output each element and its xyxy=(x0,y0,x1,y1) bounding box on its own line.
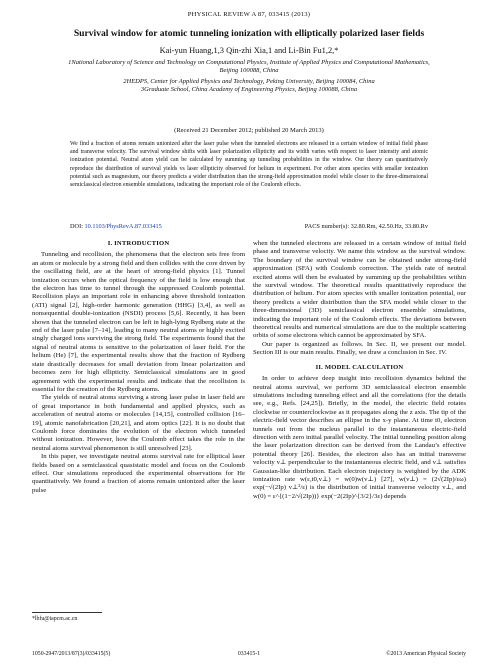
abstract: We find a fraction of atoms remain unionized after the laser pulse when the tunneled electrons are released in a certain window of initial field phase and transverse velocity. The survival window shifts with laser polarization ellipticity and its width varies with respect to laser intensity and atomic ionization potential. Neutral atom yield can be calculated by summing up tunneling probabilities in the window. Our theory can quantitatively reproduce the distribution of survival yields vs laser ellipticity observed for helium in experiment. For other atom species with smaller ionization potential such as magnesium, our theory predicts a wider distribution than the strong-field approximation model while closer to the three-dimensional semiclassical electron ensemble simulations, indicating the important role of the Coulomb effects. xyxy=(70,141,428,189)
doi-line xyxy=(70,223,162,230)
footer-page-number: 033415-1 xyxy=(237,651,261,657)
right-column xyxy=(253,240,466,501)
footer-copyright: ©2013 American Physical Society xyxy=(386,651,466,657)
footnote-divider xyxy=(32,612,102,613)
affiliation-2: 2HEDPS, Center for Applied Physics and Technology, Peking University, Beijing 100084, China xyxy=(123,78,375,85)
intro-paragraph-continued: when the tunneled electrons are released in a certain window of initial field phase and transverse velocity. We name this window as the survival window. The boundary of the survival window can be obtained under strong-field approximation (SFA) with Coulomb correction. The yields rate of neutral excited atoms will then be evaluated by summing up the probabilities within the survival window. The theoretical results quantitatively reproduce the distribution of helium. For atom species with smaller ionization potential, our theory predicts a wider distribution than the SFA model while closer to the three-dimensional (3D) semiclassical electron ensemble simulations, indicating the important role of the Coulomb effects. The deviations between theoretical results and numerical simulations are due to the multiple scattering orbits of some electrons which cannot be approximated by SFA. xyxy=(253,240,466,340)
corresponding-email[interactable]: *lbfu@iapcm.ac.cn xyxy=(32,616,78,622)
organization-paragraph: Our paper is organized as follows. In Sec. II, we present our model. Section III is our main results. Finally, we draw a conclusion in Sec. IV. xyxy=(253,340,466,357)
doi-link[interactable]: 10.1103/PhysRevA.87.033415 xyxy=(84,223,162,230)
footer-issn: 1050-2947/2013/87(3)/033415(5) xyxy=(32,651,111,657)
affiliation-1: 1National Laboratory of Science and Technology on Computational Physics, Institute of Applied Physics and Computational Mathematics, xyxy=(68,59,430,66)
intro-paragraph-3: In this paper, we investigate neutral atoms survival rate for elliptical laser fields based on a semiclassical quasistatic model and focus on the Coulomb effect. Our simulations reproduced the experimental observations for He quantitatively. We found a fraction of atoms remain unionized after the laser pulse xyxy=(32,453,245,494)
section-heading-model: II. MODEL CALCULATION xyxy=(315,363,404,371)
paper-title: Survival window for atomic tunneling ionization with elliptically polarized laser fields xyxy=(73,28,425,39)
model-paragraph-1: In order to achieve deep insight into recollision dynamics behind the neutral atoms survival, we perform 3D semiclassical electron ensemble simulations including tunneling effect and all the correlations (for the details see, e.g., Refs. [24,25]). Briefly, in the model, the electric field rotates clockwise or counterclockwise as it propagates along the z axis. The tip of the electric-field vector describes an ellipse in the x-y plane. At time t0, electron tunnels out from the nucleus parallel to the instantaneous electric-field direction with zero initial parallel velocity. The initial tunneling position along the laser polarization direction can be derived from the Landau’s effective potential theory [26]. Besides, the electron also has an initial transverse velocity v⊥ perpendicular to the instantaneous electric field, and v⊥ satisfies Gaussian-like distribution. Each electron trajectory is weighted by the ADK ionization rate w(ε,t0,v⊥) = w(0)w(v⊥) [27], w(v⊥) = (2√(2Ip)/εω) exp(−√(2Ip) v⊥²/ε) is the distribution of initial transverse velocity v⊥, and w(0) = ε^{(1−2/√(2Ip))} exp(−2(2Ip)^{3/2}/3ε) depends xyxy=(253,375,466,500)
running-head: PHYSICAL REVIEW A 87, 033415 (2013) xyxy=(187,11,311,18)
author-list: Kai-yun Huang,1,3 Qin-zhi Xia,1 and Li-Bin Fu1,2,* xyxy=(159,46,339,55)
affiliation-1-city: Beijing 100088, China xyxy=(219,67,279,74)
left-column xyxy=(32,240,245,495)
affiliation-3: 3Graduate School, China Academy of Engineering Physics, Beijing 100088, China xyxy=(140,86,358,93)
pacs-numbers: PACS number(s): 32.80.Rm, 42.50.Hz, 33.80.Rv xyxy=(304,223,428,230)
intro-paragraph-1: Tunneling and recollision, the phenomena that the electron sets free from an atom or molecule by a strong field and then collides with the core driven by the oscillating field, are at the heart of strong-field physics [1]. Tunnel ionization occurs when the optical frequency of the field is low enough that the electron has time to tunnel through the suppressed Coulomb potential. Recollision plays an important role in enhancing above threshold ionization (ATI) signal [2], high-order harmonic generation (HHG) [3,4], as well as nonsequential double-ionization (NSDI) process [5,6]. Recently, it has been shown that the tunneled electron can be left in high-lying Rydberg state at the end of the laser pulse [7–14], leading to many neutral atoms or highly excited singly charged ions surviving the strong field. The experiments found that the signal of neutral atoms is sensitive to the polarization of laser field. For the helium (He) [7], the experimental results show that the fraction of Rydberg state drastically decreases for small deviation from linear polarization and becomes zero for high ellipticity. Semiclassical simulations are in good agreement with the experimental results and indicate that the recollision is essential for the creation of the Rydberg atoms. xyxy=(32,251,245,393)
received-dates: (Received 21 December 2012; published 20 March 2013) xyxy=(174,127,324,134)
section-heading-introduction: I. INTRODUCTION xyxy=(107,240,170,247)
doi-label: DOI: xyxy=(70,223,83,230)
intro-paragraph-2: The yields of neutral atoms surviving a strong laser pulse in laser field are of great importance in both fundamental and applied physics, such as acceleration of neutral atoms or molecules [14,15], controlled collision [16–19], atomic nanofabrication [20,21], and atom optics [22]. It is no doubt that Coulomb force dominates the evolution of the electron which tunneled without ionization. However, how the Coulomb effect takes the role in the neutral atoms survival phenomenon is still unresolved [23]. xyxy=(32,394,245,452)
